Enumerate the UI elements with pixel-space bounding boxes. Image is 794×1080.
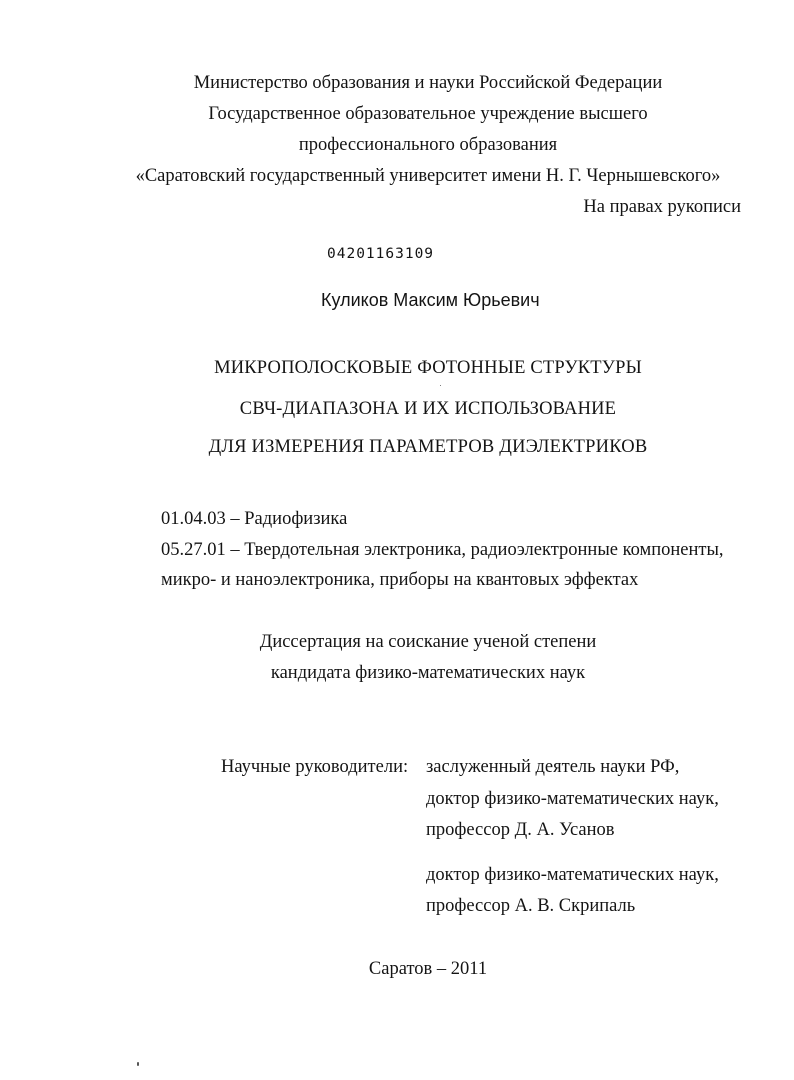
specialty-1: 01.04.03 – Радиофизика: [161, 509, 348, 529]
manuscript-note: На правах рукописи: [583, 197, 741, 217]
supervisor-1-line-2: доктор физико-математических наук,: [426, 789, 719, 809]
supervisor-1-line-1: заслуженный деятель науки РФ,: [426, 757, 680, 777]
supervisor-2-line-2: профессор А. В. Скрипаль: [426, 896, 636, 916]
supervisor-2-line-1: доктор физико-математических наук,: [426, 865, 719, 885]
thesis-title-line-1: МИКРОПОЛОСКОВЫЕ ФОТОННЫЕ СТРУКТУРЫ: [214, 358, 642, 378]
supervisors-label: Научные руководители:: [221, 757, 409, 777]
institution-line-2: профессионального образования: [298, 135, 558, 155]
degree-line-1: Диссертация на соискание ученой степени: [259, 632, 597, 652]
university-line: «Саратовский государственный университет имени Н. Г. Чернышевского»: [135, 166, 721, 186]
city-year: Саратов – 2011: [368, 959, 488, 979]
institution-line-1: Государственное образовательное учреждение высшего: [208, 104, 648, 124]
specialty-2-line-2: микро- и наноэлектроника, приборы на квантовых эффектах: [161, 570, 639, 590]
scan-speck: [137, 1062, 139, 1066]
specialty-2-line-1: 05.27.01 – Твердотельная электроника, радиоэлектронные компоненты,: [161, 540, 724, 560]
registration-number: 04201163109: [327, 246, 435, 262]
degree-line-2: кандидата физико-математических наук: [270, 663, 586, 683]
ministry-line: Министерство образования и науки Российской Федерации: [193, 73, 663, 93]
thesis-title-line-3: ДЛЯ ИЗМЕРЕНИЯ ПАРАМЕТРОВ ДИЭЛЕКТРИКОВ: [208, 437, 648, 457]
thesis-title-line-2: СВЧ-ДИАПАЗОНА И ИХ ИСПОЛЬЗОВАНИЕ: [239, 399, 617, 419]
supervisor-1-line-3: профессор Д. А. Усанов: [426, 820, 615, 840]
author-name: Куликов Максим Юрьевич: [321, 290, 540, 310]
scan-speck: [440, 385, 441, 386]
